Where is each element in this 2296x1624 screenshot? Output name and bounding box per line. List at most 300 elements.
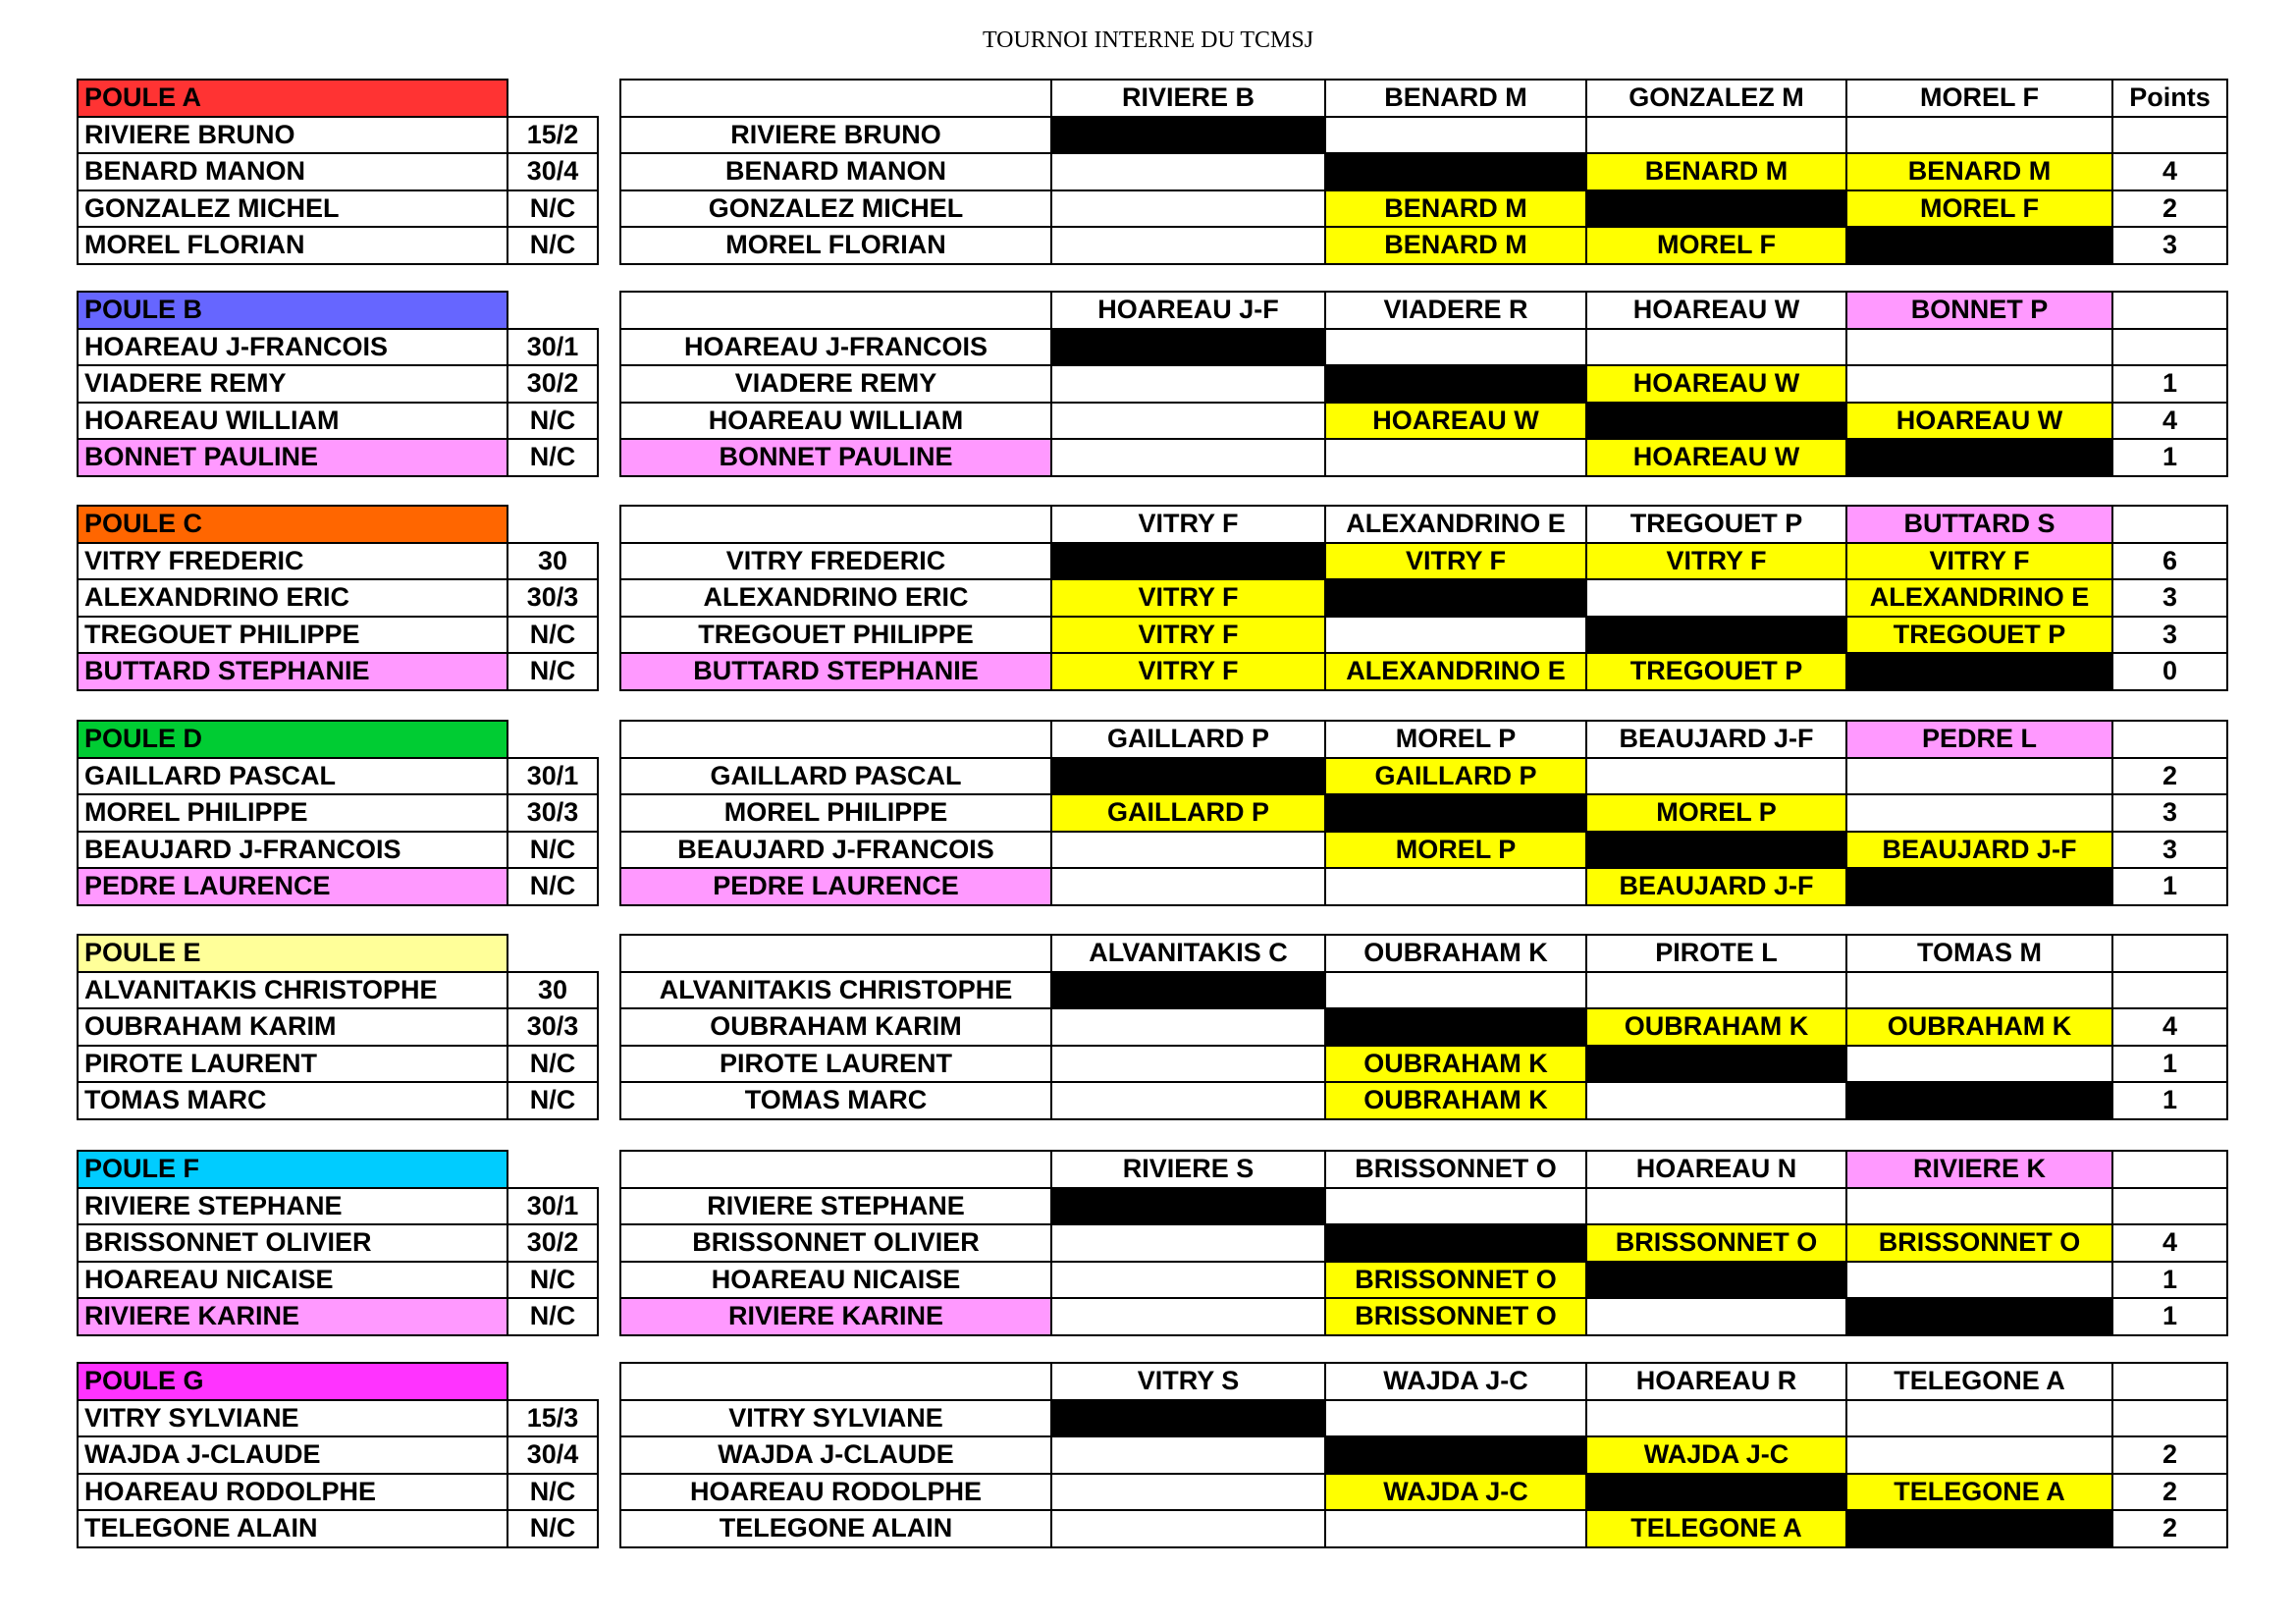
points-cell: 1: [2112, 365, 2227, 403]
points-cell: [2112, 1400, 2227, 1437]
column-header: MOREL P: [1325, 721, 1586, 758]
header-gap: [507, 506, 598, 543]
empty-cell: [1325, 1400, 1586, 1437]
player-rank: N/C: [507, 190, 598, 228]
points-cell: 2: [2112, 758, 2227, 795]
player-row: [78, 190, 598, 228]
pool-player-table: [77, 1362, 599, 1548]
points-header: [2112, 721, 2227, 758]
player-rank: 30/3: [507, 794, 598, 832]
points-cell: 3: [2112, 579, 2227, 617]
empty-cell: [1051, 832, 1325, 869]
empty-cell: [1846, 758, 2112, 795]
match-result-cell: OUBRAHAM K: [1846, 1008, 2112, 1046]
points-cell: [2112, 972, 2227, 1009]
match-row: [620, 1436, 2227, 1474]
row-player-name: VITRY FREDERIC: [620, 543, 1051, 580]
empty-cell: [1586, 117, 1846, 154]
match-header-row: [620, 80, 2227, 117]
empty-cell: [1846, 117, 2112, 154]
points-header: [2112, 935, 2227, 972]
player-name: ALVANITAKIS CHRISTOPHE: [78, 972, 507, 1009]
match-result-cell: BENARD M: [1325, 190, 1586, 228]
player-rank: 15/2: [507, 117, 598, 154]
match-result-cell: MOREL F: [1846, 190, 2112, 228]
pool-title: POULE A: [78, 80, 507, 117]
player-name: BENARD MANON: [78, 153, 507, 190]
pool-player-table: [77, 505, 599, 691]
empty-cell: [1051, 1082, 1325, 1119]
empty-cell: [1846, 972, 2112, 1009]
match-result-cell: MOREL P: [1586, 794, 1846, 832]
empty-cell: [1586, 329, 1846, 366]
player-row: [78, 227, 598, 264]
grid-corner: [620, 292, 1051, 329]
diagonal-cell: [1846, 227, 2112, 264]
player-row: [78, 1224, 598, 1262]
grid-corner: [620, 1151, 1051, 1188]
match-header-row: [620, 935, 2227, 972]
diagonal-cell: [1051, 1400, 1325, 1437]
player-rank: 30/2: [507, 1224, 598, 1262]
column-header: BENARD M: [1325, 80, 1586, 117]
diagonal-cell: [1846, 868, 2112, 905]
player-name: VITRY SYLVIANE: [78, 1400, 507, 1437]
player-rank: N/C: [507, 868, 598, 905]
points-cell: 3: [2112, 227, 2227, 264]
player-rank: 30/1: [507, 1188, 598, 1225]
empty-cell: [1325, 868, 1586, 905]
player-name: BRISSONNET OLIVIER: [78, 1224, 507, 1262]
match-result-cell: OUBRAHAM K: [1586, 1008, 1846, 1046]
diagonal-cell: [1846, 1298, 2112, 1335]
empty-cell: [1051, 227, 1325, 264]
match-row: [620, 227, 2227, 264]
player-name: BONNET PAULINE: [78, 439, 507, 476]
player-name: BUTTARD STEPHANIE: [78, 653, 507, 690]
match-result-cell: BRISSONNET O: [1846, 1224, 2112, 1262]
empty-cell: [1846, 1046, 2112, 1083]
player-row: [78, 1436, 598, 1474]
match-row: [620, 1474, 2227, 1511]
header-gap: [507, 80, 598, 117]
diagonal-cell: [1051, 329, 1325, 366]
header-gap: [507, 721, 598, 758]
match-row: [620, 365, 2227, 403]
pool-match-grid: [619, 291, 2228, 477]
player-row: [78, 403, 598, 440]
points-header: [2112, 292, 2227, 329]
player-name: RIVIERE KARINE: [78, 1298, 507, 1335]
match-row: [620, 1400, 2227, 1437]
empty-cell: [1051, 190, 1325, 228]
header-gap: [507, 292, 598, 329]
points-cell: [2112, 117, 2227, 154]
match-result-cell: HOAREAU W: [1586, 439, 1846, 476]
diagonal-cell: [1846, 439, 2112, 476]
empty-cell: [1051, 868, 1325, 905]
grid-corner: [620, 721, 1051, 758]
match-row: [620, 868, 2227, 905]
match-row: [620, 1082, 2227, 1119]
match-result-cell: BENARD M: [1325, 227, 1586, 264]
header-gap: [507, 935, 598, 972]
match-result-cell: BEAUJARD J-F: [1846, 832, 2112, 869]
player-row: [78, 794, 598, 832]
match-result-cell: MOREL F: [1586, 227, 1846, 264]
diagonal-cell: [1586, 403, 1846, 440]
match-result-cell: VITRY F: [1325, 543, 1586, 580]
row-player-name: TREGOUET PHILIPPE: [620, 617, 1051, 654]
empty-cell: [1051, 153, 1325, 190]
player-rank: N/C: [507, 1510, 598, 1547]
player-name: BEAUJARD J-FRANCOIS: [78, 832, 507, 869]
points-cell: 1: [2112, 439, 2227, 476]
player-rank: 30/4: [507, 1436, 598, 1474]
column-header: BONNET P: [1846, 292, 2112, 329]
diagonal-cell: [1325, 1224, 1586, 1262]
player-name: HOAREAU J-FRANCOIS: [78, 329, 507, 366]
match-row: [620, 439, 2227, 476]
player-name: RIVIERE BRUNO: [78, 117, 507, 154]
empty-cell: [1051, 365, 1325, 403]
points-cell: 4: [2112, 1224, 2227, 1262]
player-rank: 30: [507, 543, 598, 580]
empty-cell: [1846, 365, 2112, 403]
player-row: [78, 1262, 598, 1299]
grid-corner: [620, 80, 1051, 117]
empty-cell: [1586, 1298, 1846, 1335]
player-name: WAJDA J-CLAUDE: [78, 1436, 507, 1474]
player-row: [78, 1008, 598, 1046]
column-header: HOAREAU R: [1586, 1363, 1846, 1400]
player-row: [78, 543, 598, 580]
row-player-name: BRISSONNET OLIVIER: [620, 1224, 1051, 1262]
player-name: MOREL FLORIAN: [78, 227, 507, 264]
row-player-name: RIVIERE STEPHANE: [620, 1188, 1051, 1225]
row-player-name: GONZALEZ MICHEL: [620, 190, 1051, 228]
match-result-cell: BRISSONNET O: [1586, 1224, 1846, 1262]
player-name: VIADERE REMY: [78, 365, 507, 403]
player-rank: 15/3: [507, 1400, 598, 1437]
points-header: [2112, 506, 2227, 543]
points-cell: 1: [2112, 1262, 2227, 1299]
match-header-row: [620, 1363, 2227, 1400]
page-title: TOURNOI INTERNE DU TCMSJ: [982, 27, 1314, 53]
player-row: [78, 1400, 598, 1437]
match-result-cell: BRISSONNET O: [1325, 1262, 1586, 1299]
match-row: [620, 1262, 2227, 1299]
empty-cell: [1051, 1224, 1325, 1262]
points-cell: 1: [2112, 1082, 2227, 1119]
player-row: [78, 653, 598, 690]
row-player-name: BENARD MANON: [620, 153, 1051, 190]
diagonal-cell: [1846, 1510, 2112, 1547]
match-result-cell: HOAREAU W: [1325, 403, 1586, 440]
match-row: [620, 1298, 2227, 1335]
empty-cell: [1586, 579, 1846, 617]
match-header-row: [620, 506, 2227, 543]
empty-cell: [1586, 972, 1846, 1009]
row-player-name: RIVIERE KARINE: [620, 1298, 1051, 1335]
match-result-cell: VITRY F: [1846, 543, 2112, 580]
diagonal-cell: [1586, 1046, 1846, 1083]
match-result-cell: WAJDA J-C: [1325, 1474, 1586, 1511]
match-row: [620, 403, 2227, 440]
match-result-cell: BENARD M: [1586, 153, 1846, 190]
pool-match-grid: [619, 934, 2228, 1120]
player-rank: 30: [507, 972, 598, 1009]
match-result-cell: VITRY F: [1051, 579, 1325, 617]
pool-match-grid: [619, 505, 2228, 691]
match-header-row: [620, 1151, 2227, 1188]
points-cell: 3: [2112, 617, 2227, 654]
empty-cell: [1325, 617, 1586, 654]
pool-title: POULE B: [78, 292, 507, 329]
player-rank: N/C: [507, 1474, 598, 1511]
points-cell: 1: [2112, 868, 2227, 905]
match-row: [620, 1510, 2227, 1547]
player-row: [78, 1082, 598, 1119]
pool-title: POULE D: [78, 721, 507, 758]
player-rank: 30/1: [507, 758, 598, 795]
diagonal-cell: [1051, 1188, 1325, 1225]
player-rank: N/C: [507, 439, 598, 476]
empty-cell: [1846, 1436, 2112, 1474]
player-row: [78, 617, 598, 654]
player-name: PEDRE LAURENCE: [78, 868, 507, 905]
pool-title: POULE C: [78, 506, 507, 543]
diagonal-cell: [1325, 794, 1586, 832]
pool-player-table: [77, 1150, 599, 1336]
pool-player-table: [77, 79, 599, 265]
empty-cell: [1051, 403, 1325, 440]
points-cell: 2: [2112, 1510, 2227, 1547]
player-rank: 30/1: [507, 329, 598, 366]
row-player-name: VITRY SYLVIANE: [620, 1400, 1051, 1437]
player-row: [78, 832, 598, 869]
player-rank: N/C: [507, 832, 598, 869]
player-name: RIVIERE STEPHANE: [78, 1188, 507, 1225]
empty-cell: [1325, 329, 1586, 366]
player-row: [78, 439, 598, 476]
column-header: VIADERE R: [1325, 292, 1586, 329]
match-row: [620, 543, 2227, 580]
player-rank: 30/4: [507, 153, 598, 190]
row-player-name: BEAUJARD J-FRANCOIS: [620, 832, 1051, 869]
player-rank: N/C: [507, 403, 598, 440]
player-name: TELEGONE ALAIN: [78, 1510, 507, 1547]
player-rank: N/C: [507, 227, 598, 264]
empty-cell: [1051, 1436, 1325, 1474]
column-header: RIVIERE B: [1051, 80, 1325, 117]
match-result-cell: TELEGONE A: [1586, 1510, 1846, 1547]
match-result-cell: ALEXANDRINO E: [1325, 653, 1586, 690]
column-header: TOMAS M: [1846, 935, 2112, 972]
diagonal-cell: [1846, 1082, 2112, 1119]
player-row: [78, 117, 598, 154]
row-player-name: BONNET PAULINE: [620, 439, 1051, 476]
diagonal-cell: [1325, 1436, 1586, 1474]
pool-match-grid: [619, 1362, 2228, 1548]
player-rank: N/C: [507, 617, 598, 654]
pool-title: POULE F: [78, 1151, 507, 1188]
empty-cell: [1325, 1510, 1586, 1547]
pool-player-table: [77, 291, 599, 477]
diagonal-cell: [1586, 617, 1846, 654]
player-rank: N/C: [507, 1298, 598, 1335]
player-row: [78, 1046, 598, 1083]
points-header: [2112, 1151, 2227, 1188]
header-gap: [507, 1363, 598, 1400]
match-row: [620, 794, 2227, 832]
column-header: HOAREAU N: [1586, 1151, 1846, 1188]
match-row: [620, 832, 2227, 869]
column-header: BUTTARD S: [1846, 506, 2112, 543]
match-row: [620, 329, 2227, 366]
player-name: GONZALEZ MICHEL: [78, 190, 507, 228]
empty-cell: [1051, 1510, 1325, 1547]
match-result-cell: VITRY F: [1051, 617, 1325, 654]
empty-cell: [1051, 1008, 1325, 1046]
column-header: HOAREAU W: [1586, 292, 1846, 329]
points-cell: 6: [2112, 543, 2227, 580]
pool-player-table: [77, 934, 599, 1120]
empty-cell: [1846, 1188, 2112, 1225]
column-header: VITRY F: [1051, 506, 1325, 543]
player-row: [78, 758, 598, 795]
player-name: MOREL PHILIPPE: [78, 794, 507, 832]
empty-cell: [1586, 758, 1846, 795]
empty-cell: [1846, 1262, 2112, 1299]
empty-cell: [1586, 1082, 1846, 1119]
match-result-cell: OUBRAHAM K: [1325, 1046, 1586, 1083]
points-header: [2112, 1363, 2227, 1400]
row-player-name: HOAREAU RODOLPHE: [620, 1474, 1051, 1511]
match-row: [620, 579, 2227, 617]
row-player-name: ALVANITAKIS CHRISTOPHE: [620, 972, 1051, 1009]
column-header: VITRY S: [1051, 1363, 1325, 1400]
diagonal-cell: [1325, 153, 1586, 190]
player-row: [78, 329, 598, 366]
match-row: [620, 1224, 2227, 1262]
player-name: OUBRAHAM KARIM: [78, 1008, 507, 1046]
match-header-row: [620, 721, 2227, 758]
player-row: [78, 1188, 598, 1225]
column-header: GONZALEZ M: [1586, 80, 1846, 117]
diagonal-cell: [1051, 758, 1325, 795]
match-result-cell: TREGOUET P: [1586, 653, 1846, 690]
match-result-cell: TREGOUET P: [1846, 617, 2112, 654]
column-header: PEDRE L: [1846, 721, 2112, 758]
column-header: RIVIERE S: [1051, 1151, 1325, 1188]
match-result-cell: BRISSONNET O: [1325, 1298, 1586, 1335]
points-cell: 4: [2112, 403, 2227, 440]
row-player-name: TELEGONE ALAIN: [620, 1510, 1051, 1547]
empty-cell: [1051, 439, 1325, 476]
points-cell: 3: [2112, 794, 2227, 832]
points-cell: 0: [2112, 653, 2227, 690]
points-cell: 1: [2112, 1046, 2227, 1083]
empty-cell: [1051, 1298, 1325, 1335]
match-row: [620, 1188, 2227, 1225]
player-rank: N/C: [507, 1046, 598, 1083]
empty-cell: [1325, 439, 1586, 476]
pool-match-grid: [619, 720, 2228, 906]
pool-title: POULE G: [78, 1363, 507, 1400]
header-gap: [507, 1151, 598, 1188]
match-result-cell: HOAREAU W: [1846, 403, 2112, 440]
player-name: TREGOUET PHILIPPE: [78, 617, 507, 654]
match-row: [620, 1008, 2227, 1046]
match-result-cell: TELEGONE A: [1846, 1474, 2112, 1511]
player-name: PIROTE LAURENT: [78, 1046, 507, 1083]
match-result-cell: BEAUJARD J-F: [1586, 868, 1846, 905]
player-name: ALEXANDRINO ERIC: [78, 579, 507, 617]
row-player-name: MOREL PHILIPPE: [620, 794, 1051, 832]
grid-corner: [620, 506, 1051, 543]
match-row: [620, 758, 2227, 795]
column-header: TREGOUET P: [1586, 506, 1846, 543]
row-player-name: ALEXANDRINO ERIC: [620, 579, 1051, 617]
row-player-name: HOAREAU WILLIAM: [620, 403, 1051, 440]
player-rank: 30/2: [507, 365, 598, 403]
column-header: MOREL F: [1846, 80, 2112, 117]
empty-cell: [1325, 1188, 1586, 1225]
empty-cell: [1846, 329, 2112, 366]
row-player-name: WAJDA J-CLAUDE: [620, 1436, 1051, 1474]
match-result-cell: VITRY F: [1586, 543, 1846, 580]
match-result-cell: GAILLARD P: [1325, 758, 1586, 795]
empty-cell: [1586, 1188, 1846, 1225]
player-rank: N/C: [507, 1262, 598, 1299]
diagonal-cell: [1051, 972, 1325, 1009]
diagonal-cell: [1325, 1008, 1586, 1046]
row-player-name: OUBRAHAM KARIM: [620, 1008, 1051, 1046]
row-player-name: PIROTE LAURENT: [620, 1046, 1051, 1083]
player-row: [78, 1474, 598, 1511]
row-player-name: RIVIERE BRUNO: [620, 117, 1051, 154]
player-name: HOAREAU WILLIAM: [78, 403, 507, 440]
match-row: [620, 153, 2227, 190]
diagonal-cell: [1586, 1474, 1846, 1511]
row-player-name: BUTTARD STEPHANIE: [620, 653, 1051, 690]
points-cell: 4: [2112, 1008, 2227, 1046]
match-result-cell: WAJDA J-C: [1586, 1436, 1846, 1474]
row-player-name: MOREL FLORIAN: [620, 227, 1051, 264]
column-header: BEAUJARD J-F: [1586, 721, 1846, 758]
column-header: RIVIERE K: [1846, 1151, 2112, 1188]
player-row: [78, 1298, 598, 1335]
match-result-cell: BENARD M: [1846, 153, 2112, 190]
column-header: HOAREAU J-F: [1051, 292, 1325, 329]
empty-cell: [1325, 972, 1586, 1009]
points-cell: [2112, 1188, 2227, 1225]
diagonal-cell: [1846, 653, 2112, 690]
match-row: [620, 617, 2227, 654]
player-name: VITRY FREDERIC: [78, 543, 507, 580]
diagonal-cell: [1325, 365, 1586, 403]
empty-cell: [1051, 1474, 1325, 1511]
points-cell: 3: [2112, 832, 2227, 869]
diagonal-cell: [1325, 579, 1586, 617]
column-header: BRISSONNET O: [1325, 1151, 1586, 1188]
column-header: PIROTE L: [1586, 935, 1846, 972]
column-header: WAJDA J-C: [1325, 1363, 1586, 1400]
match-row: [620, 972, 2227, 1009]
match-result-cell: ALEXANDRINO E: [1846, 579, 2112, 617]
row-player-name: VIADERE REMY: [620, 365, 1051, 403]
